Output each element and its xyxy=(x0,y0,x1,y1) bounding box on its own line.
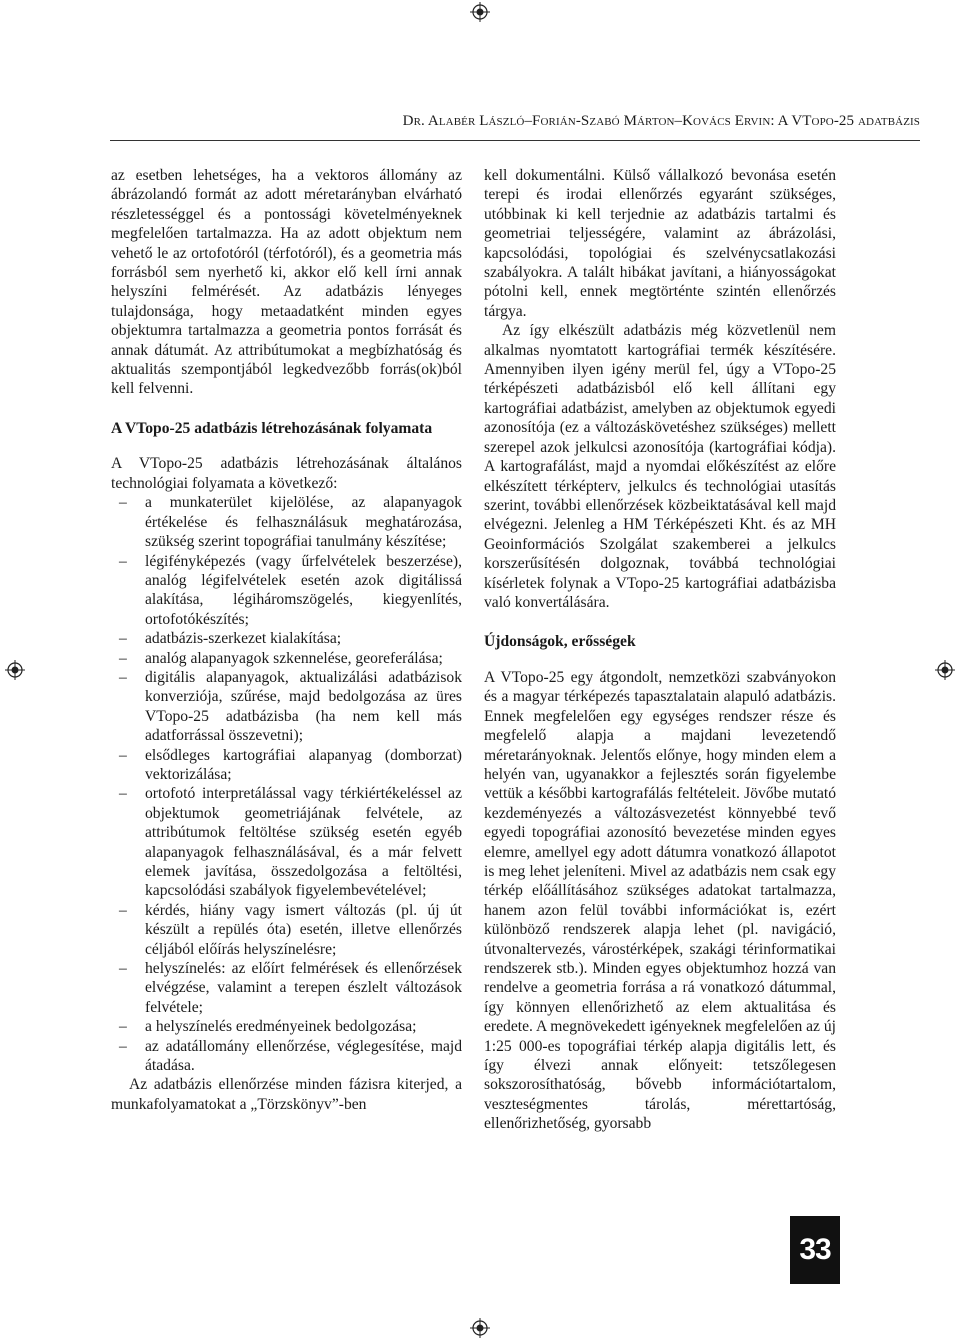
dash-marker: – xyxy=(119,901,127,919)
list-item xyxy=(111,493,462,551)
list-item-text: az adatállomány ellenőrzése, véglegesítése, majd átadása. xyxy=(145,1037,462,1075)
list-item-text: digitális alapanyagok, aktualizálási adatbázisok konverziója, szűrése, majd bedolgozása az üres VTopo-25 adatbázisba (ha nem kell más adatforrással összevetni); xyxy=(145,668,462,745)
registration-mark-icon xyxy=(470,1318,490,1338)
registration-mark-icon xyxy=(935,660,955,680)
registration-mark-icon xyxy=(5,660,25,680)
list-item-text: légifényképezés (vagy űrfelvételek beszerzése), analóg légifelvételek esetén azok digitálissá alakítása, légiháromszögelés, kiegyenlítés, ortofotókészítés; xyxy=(145,552,462,628)
list-item-text: elsődleges kartográfiai alapanyag (domborzat) vektorizálása; xyxy=(145,746,462,783)
right-paragraph-3: A VTopo-25 egy átgondolt, nemzetközi szabványokon és a magyar térképezés tapasztalatain alapuló adatbázis. Ennek megfelelően egy egységes rendszer része és megfelelő alapja a majdani levezetendő méretarányoknak. Jelentős előnye, hogy minden elem a helyén van, ugyanakkor a fejlesztés során figyelembe vettük a későbbi kartografálás feltételeit. Jövőbe mutató kezdeményezés a változásvezetést könnyebbé tevő egyedi topográfiai azonosító bevezetése minden egyes elemre, amellyel egy adott dátumra vonatkozó állapotot is meg lehet jeleníteni. Mivel az adatbázis nem csak egy térkép előállításához szükséges adatokat tartalmazza, hanem azon felül további információkat is, ezért különböző rendszerek alapja lehet (pl. navigáció, útvonaltervezés, várostérképek, szakági térinformatikai rendszerek stb.). Minden egyes objektumhoz hozzá van rendelve a geometria forrása a rá vonatkozó dátummal, így könnyen ellenőrizhető az elem aktualitása és eredete. A megnövekedett igényeknek megfelelően az új 1:25 000-es topográfiai térkép alapja digitális lett, és így élvezi annak előnyeit: tetszőlegesen sokszorosíthatóság, bővebb információtartalom, veszteségmentes tárolás, mérettartóság, ellenőrizhetőség, gyorsabb xyxy=(484,668,837,1133)
list-item xyxy=(111,746,462,785)
dash-marker: – xyxy=(119,649,127,667)
section-heading-process: A VTopo-25 adatbázis létrehozásának folyamata xyxy=(111,419,433,437)
list-item xyxy=(111,1037,462,1076)
list-item-text: analóg alapanyagok szkennelése, georeferálása; xyxy=(145,649,443,667)
list-item-text: helyszínelés: az előírt felmérések és ellenőrzések elvégzése, valamint a terepen észlelt változások felvétele; xyxy=(145,960,462,1016)
registration-mark-icon xyxy=(470,2,490,22)
dash-marker: – xyxy=(119,960,127,978)
dash-marker: – xyxy=(119,630,127,648)
list-item xyxy=(111,784,462,900)
page-number: 33 xyxy=(790,1216,840,1284)
left-column xyxy=(111,166,462,1114)
list-item-text: adatbázis-szerkezet kialakítása; xyxy=(145,630,342,648)
list-item-text: a helyszínelés eredményeinek bedolgozása; xyxy=(145,1018,417,1036)
list-item-text: a munkaterület kijelölése, az alapanyagok értékelése és felhasználásuk meghatározása, szükség szerint topográfiai tanulmány készítése; xyxy=(145,494,462,551)
list-item xyxy=(111,629,462,648)
dash-marker: – xyxy=(119,668,127,686)
right-column xyxy=(484,166,836,1134)
left-paragraph-last: Az adatbázis ellenőrzése minden fázisra kiterjed, a munkafolyamatokat a „Törzskönyv”-ben xyxy=(111,1076,462,1113)
dash-marker: – xyxy=(119,552,127,570)
dash-marker: – xyxy=(119,494,127,512)
list-item xyxy=(111,901,462,959)
dash-marker: – xyxy=(119,746,127,764)
header-rule xyxy=(110,140,920,141)
running-header: Dr. Alabér László–Forián-Szabó Márton–Kovács Ervin: A VTopo-25 adatbázis xyxy=(402,113,920,129)
dash-marker: – xyxy=(119,1037,127,1055)
dash-marker: – xyxy=(119,1018,127,1036)
list-item xyxy=(111,552,462,630)
list-item-text: ortofotó interpretálással vagy térkiértékeléssel az objektumok geometriájának felvétele, az attribútumok feltöltése szükség esetén egyéb alapanyagok felhasználásával, és a már felvett elemek javítása, összedolgozása a feltöltési, kapcsolódási szabályok figyelembevételével; xyxy=(145,785,462,900)
process-intro: A VTopo-25 adatbázis létrehozásának általános technológiai folyamata a következő: xyxy=(111,455,462,492)
right-paragraph-2: Az így elkészült adatbázis még közvetlenül nem alkalmas nyomtatott kartográfiai termék készítésére. Amennyiben ilyen igény merül fel, úgy a VTopo-25 térképészeti adatbázisból elő kell állítani egy kartográfiai adatbázist, amelyben az objektumok egyedi azonosítója (ez a változáskövetéshez szükséges) mellett szerepel azok jelkulcsi azonosítója (kartográfiai kódja). A kartografálást, majd a nyomdai előkészítést az előre elkészített térképterv, jelkulcs és technológiai utasítás szerint, további ellenőrzések közbeiktatásával kell majd elvégezni. Jelenleg a HM Térképészeti Kht. és az MH Geoinformációs Szolgálat szakemberei a jelkulcs korszerűsítésén dolgoznak, továbbá technológiai kísérletek folynak a VTopo-25 kartográfiai adatbázisba való konvertálására. xyxy=(484,322,836,611)
list-item xyxy=(111,649,462,668)
list-item xyxy=(111,959,462,1017)
section-heading-news: Újdonságok, erősségek xyxy=(484,633,636,651)
dash-marker: – xyxy=(119,785,127,803)
left-paragraph-1: az esetben lehetséges, ha a vektoros állomány az ábrázolandó formát az adott méretarányban elvárható részletességgel és a pontossági követelményeknek megfelelően tartalmazza. Ha az adott objektum nem vehető le az ortofotóról (térfotóról), és a geometria más forrásból sem nyerhető ki, akkor elő kell írni annak helyszíni felmérését. Az adatbázis lényeges tulajdonsága, hogy metaadatként minden egyes objektumra tartalmazza a geometria pontos forrását és annak dátumát. Az attribútumokat a megbízhatóság és aktualitás szempontjából legkedvezőbb forrás(ok)ból kell felvenni. xyxy=(111,167,462,398)
list-item xyxy=(111,668,462,746)
process-steps-list xyxy=(111,493,462,1075)
list-item-text: kérdés, hiány vagy ismert változás (pl. új út készült a repülés óta) esetén, illetve ellenőrzés céljából előírás helyszínelésre; xyxy=(145,901,462,958)
right-paragraph-1: kell dokumentálni. Külső vállalkozó bevonása esetén terepi és irodai ellenőrzés egyaránt szükséges, utóbbinak ki kell terjednie az adatbázis tartalmi és geometriai teljességére, valamint az ábrázolási, kapcsolódási, topológiai és szelvénycsatlakozási szabályokra. A talált hibákat javítani, a hiányosságokat pótolni kell, ennek megtörténte szintén ellenőrzés tárgya. xyxy=(484,167,836,320)
list-item xyxy=(111,1017,462,1036)
